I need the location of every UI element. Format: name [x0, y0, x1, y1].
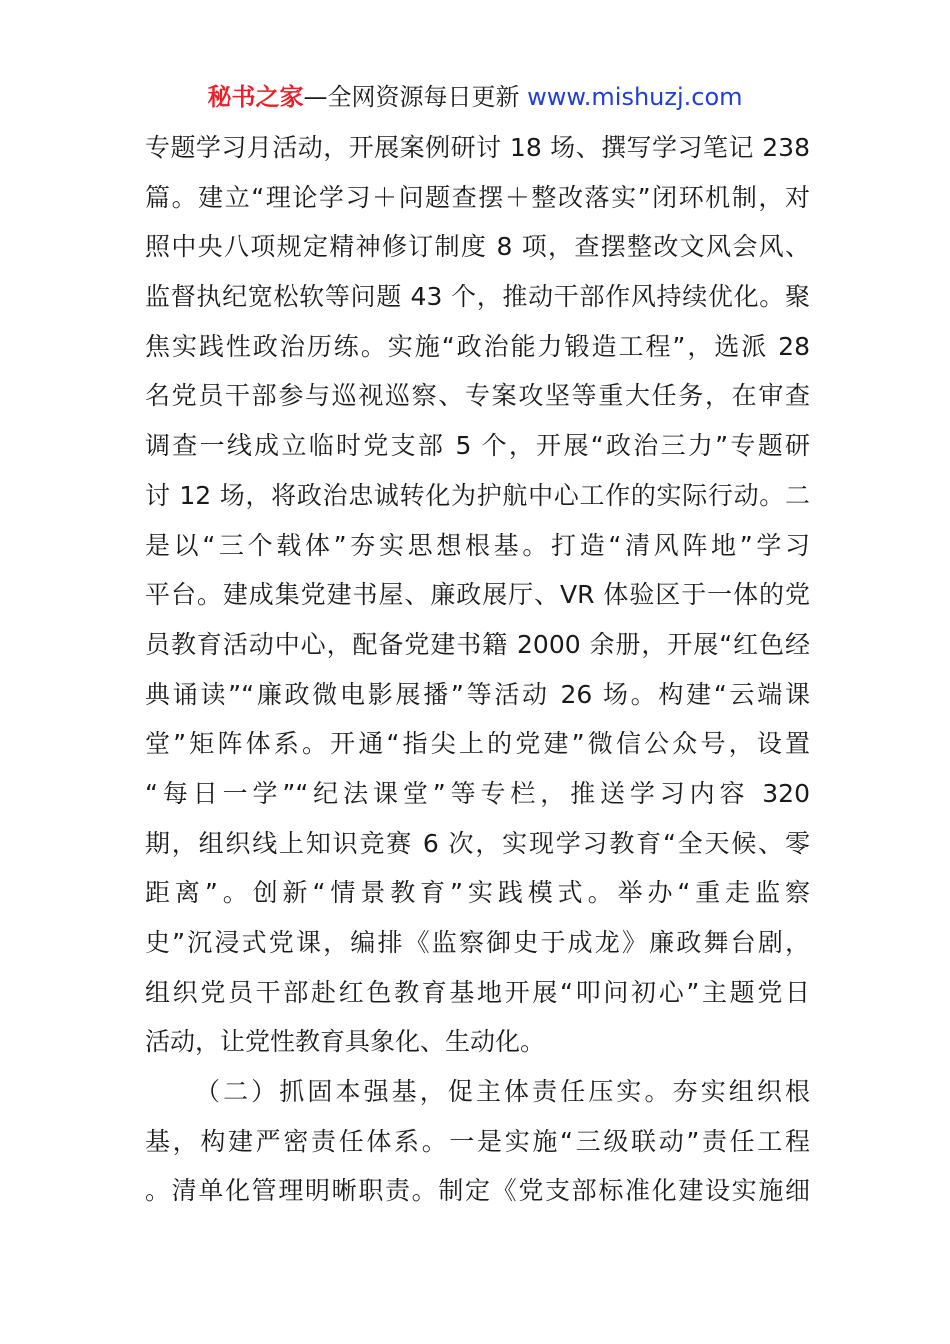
body-line: 堂”矩阵体系。开通“指尖上的党建”微信公众号，设置 — [145, 729, 810, 759]
body-line: 讨 12 场，将政治忠诚转化为护航中心工作的实际行动。二 — [145, 480, 810, 510]
site-url-link[interactable]: www.mishuzj.com — [527, 83, 743, 111]
body-line: 篇。建立“理论学习＋问题查摆＋整改落实”闭环机制，对 — [145, 182, 810, 212]
body-line: 调查一线成立临时党支部 5 个，开展“政治三力”专题研 — [145, 431, 810, 461]
body-line: 典诵读”“廉政微电影展播”等活动 26 场。构建“云端课 — [145, 679, 810, 709]
site-brand: 秘书之家 — [207, 83, 304, 111]
body-line: 期，组织线上知识竞赛 6 次，实现学习教育“全天候、零 — [145, 828, 810, 858]
body-line: 基，构建严密责任体系。一是实施“三级联动”责任工程 — [145, 1126, 810, 1156]
body-line: 照中央八项规定精神修订制度 8 项，查摆整改文风会风、 — [145, 232, 810, 262]
body-line: 焦实践性政治历练。实施“政治能力锻造工程”，选派 28 — [145, 331, 810, 361]
body-line: 平台。建成集党建书屋、廉政展厅、VR 体验区于一体的党 — [145, 580, 810, 610]
body-line: 专题学习月活动，开展案例研讨 18 场、撰写学习笔记 238 — [145, 133, 810, 162]
body-line: 监督执纪宽松软等问题 43 个，推动干部作风持续优化。聚 — [145, 282, 810, 312]
body-line: 距离”。创新“情景教育”实践模式。举办“重走监察 — [145, 878, 810, 908]
body-line: “每日一学”“纪法课堂”等专栏，推送学习内容 320 — [145, 778, 810, 808]
body-line: 组织党员干部赴红色教育基地开展“叩问初心”主题党日 — [145, 977, 810, 1007]
paragraph-end-line: 活动，让党性教育具象化、生动化。 — [145, 1027, 546, 1057]
site-tagline: —全网资源每日更新 — [303, 83, 528, 111]
body-line: 名党员干部参与巡视巡察、专案攻坚等重大任务，在审查 — [145, 381, 810, 411]
body-line: 。清单化管理明晰职责。制定《党支部标准化建设实施细 — [145, 1176, 810, 1206]
site-header — [0, 80, 950, 114]
section-heading-line: （二）抓固本强基，促主体责任压实。夯实组织根 — [195, 1077, 810, 1107]
body-line: 是以“三个载体”夯实思想根基。打造“清风阵地”学习 — [145, 530, 810, 560]
body-line: 员教育活动中心，配备党建书籍 2000 余册，开展“红色经 — [145, 629, 810, 659]
document-body — [145, 126, 810, 1219]
body-line: 史”沉浸式党课，编排《监察御史于成龙》廉政舞台剧， — [145, 928, 810, 957]
